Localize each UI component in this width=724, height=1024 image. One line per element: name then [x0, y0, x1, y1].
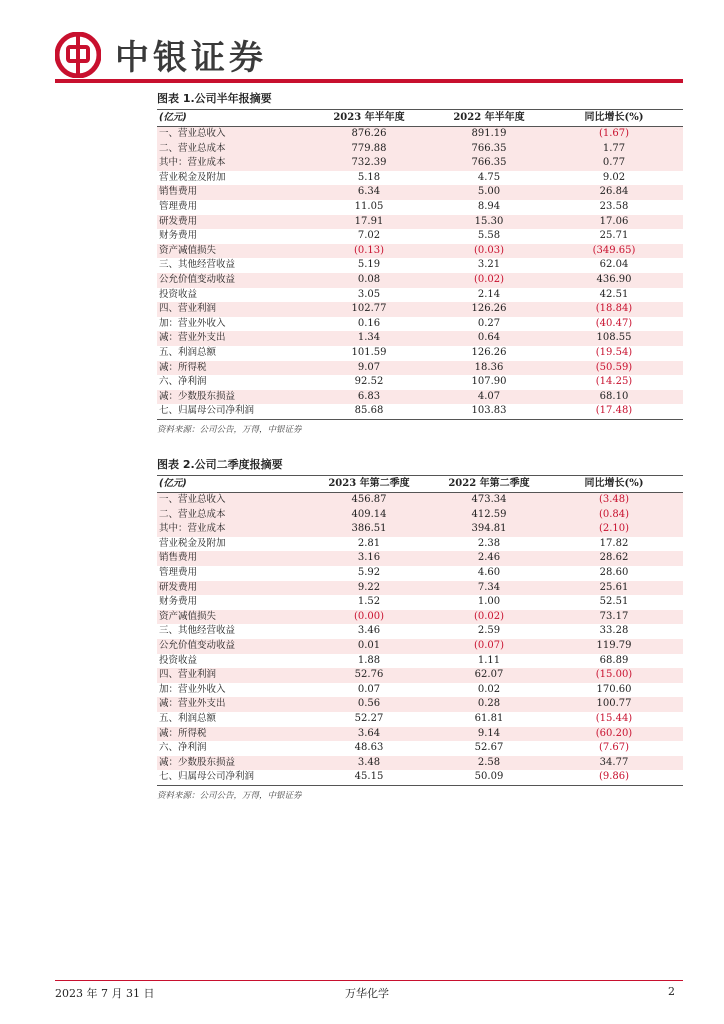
table-row [157, 200, 683, 215]
table-cell: (0.02) [473, 610, 505, 622]
table-cell: 7.34 [477, 581, 501, 593]
footer-rule [55, 980, 683, 981]
table-cell: (0.00) [353, 610, 385, 622]
table-cell: (0.84) [598, 508, 630, 520]
row-label: 研发费用 [159, 581, 198, 593]
bank-of-china-logo-icon [55, 32, 101, 78]
table-cell: 386.51 [351, 523, 387, 535]
table-cell: 6.83 [357, 390, 381, 402]
table-cell: 876.26 [351, 128, 387, 139]
table-cell: 1.52 [357, 596, 381, 608]
row-label: 销售费用 [159, 552, 198, 564]
table-cell: 0.56 [357, 698, 381, 710]
table-row [157, 551, 683, 566]
table-cell: 9.02 [602, 171, 626, 183]
unit-label: (亿元) [159, 478, 187, 489]
table-cell: 92.52 [354, 376, 384, 388]
table-row [157, 390, 683, 405]
row-label: 公允价值变动收益 [159, 273, 236, 285]
table-cell: (349.65) [592, 244, 636, 256]
table-cell: 126.26 [471, 303, 507, 315]
table-row [157, 522, 683, 537]
table-row [157, 493, 683, 508]
table-cell: 5.18 [357, 171, 381, 183]
unit-label: (亿元) [159, 112, 187, 123]
table-cell: (19.54) [595, 346, 633, 358]
table-cell: 1.34 [357, 332, 381, 344]
source-note: 资料来源：公司公告，万得，中银证券 [157, 424, 302, 435]
table-cell: 0.27 [477, 317, 501, 329]
row-label: 五、利润总额 [159, 346, 217, 358]
table-cell: 0.08 [357, 273, 381, 285]
table-cell: 2.38 [477, 537, 501, 549]
table-cell: 1.88 [357, 654, 381, 666]
table-cell: 68.10 [599, 390, 629, 402]
source-note: 资料来源：公司公告，万得，中银证券 [157, 790, 302, 801]
column-header: 2022 年第二季度 [448, 478, 530, 489]
table-cell: 5.92 [357, 566, 381, 578]
table-row [157, 317, 683, 332]
row-label: 三、其他经营收益 [159, 259, 236, 271]
figure-title: 图表 2.公司二季度报摘要 [157, 458, 283, 471]
table-row [157, 331, 683, 346]
table-row [157, 127, 683, 142]
table-cell: 17.91 [354, 215, 384, 227]
row-label: 一、营业总收入 [159, 494, 226, 505]
table-row [157, 770, 683, 785]
table-cell: 18.36 [474, 361, 504, 373]
row-label: 营业税金及附加 [159, 537, 226, 549]
table-cell: 107.90 [471, 376, 507, 388]
table-cell: 52.67 [474, 742, 504, 754]
table-cell: 28.62 [599, 552, 629, 564]
table-row [157, 273, 683, 288]
row-label: 四、营业利润 [159, 303, 217, 315]
row-label: 减：少数股东损益 [159, 756, 236, 768]
table-cell: 3.05 [357, 288, 381, 300]
table-row [157, 288, 683, 303]
table-cell: 42.51 [599, 288, 629, 300]
row-label: 减：所得税 [159, 361, 207, 373]
table-cell: (7.67) [598, 742, 630, 754]
table-cell: 52.76 [354, 669, 384, 681]
table-row [157, 185, 683, 200]
footer-company: 万华化学 [345, 987, 389, 1000]
table-header [157, 110, 683, 127]
table-cell: (15.00) [595, 669, 633, 681]
table-cell: 5.00 [477, 186, 501, 198]
table-cell: 0.02 [477, 683, 501, 695]
row-label: 资产减值损失 [159, 244, 217, 256]
table-cell: 34.77 [599, 756, 629, 768]
row-label: 营业税金及附加 [159, 171, 226, 183]
table-cell: 4.07 [477, 390, 501, 402]
table-cell: 766.35 [471, 142, 507, 154]
table-row [157, 537, 683, 552]
table-cell: 170.60 [596, 683, 632, 695]
row-label: 减：营业外支出 [159, 698, 226, 710]
table-cell: 8.94 [477, 200, 501, 212]
table-cell: 45.15 [354, 771, 384, 783]
row-label: 减：营业外支出 [159, 332, 226, 344]
table-row [157, 508, 683, 523]
table-row [157, 346, 683, 361]
table-cell: 409.14 [351, 508, 387, 520]
table-cell: 3.21 [477, 259, 501, 271]
table-cell: 2.59 [477, 625, 501, 637]
row-label: 投资收益 [159, 654, 198, 666]
table-cell: 779.88 [351, 142, 387, 154]
table-row [157, 404, 683, 419]
table-cell: 732.39 [351, 157, 387, 169]
row-label: 投资收益 [159, 288, 198, 300]
brand-name: 中银证券 [115, 38, 267, 78]
table-bottom-rule [157, 419, 683, 420]
row-label: 一、营业总收入 [159, 128, 226, 139]
table-cell: 0.01 [357, 639, 381, 651]
table-row [157, 683, 683, 698]
table-cell: 2.46 [477, 552, 501, 564]
table-cell: 26.84 [599, 186, 629, 198]
column-header: 2023 年第二季度 [328, 478, 410, 489]
table-cell: 766.35 [471, 157, 507, 169]
row-label: 加：营业外收入 [159, 317, 226, 329]
table-cell: (0.02) [473, 273, 505, 285]
table-cell: 9.14 [477, 727, 501, 739]
table-cell: 119.79 [596, 639, 632, 651]
table-cell: 394.81 [471, 523, 507, 535]
table-cell: 100.77 [596, 698, 632, 710]
table-row [157, 142, 683, 157]
table-cell: (14.25) [595, 376, 633, 388]
table-cell: 126.26 [471, 346, 507, 358]
table-cell: 62.07 [474, 669, 504, 681]
table-cell: (3.48) [598, 494, 630, 505]
table-cell: 436.90 [596, 273, 632, 285]
row-label: 销售费用 [159, 186, 198, 198]
table-cell: 456.87 [351, 494, 387, 505]
table-row [157, 610, 683, 625]
table-cell: 1.11 [477, 654, 501, 666]
table-row [157, 712, 683, 727]
table-cell: 0.28 [477, 698, 501, 710]
table-cell: 0.77 [602, 157, 626, 169]
table-row [157, 302, 683, 317]
table-cell: 3.16 [357, 552, 381, 564]
table-cell: 2.14 [477, 288, 501, 300]
row-label: 四、营业利润 [159, 669, 217, 681]
footer-date: 2023 年 7 月 31 日 [55, 987, 155, 1000]
table-row [157, 624, 683, 639]
row-label: 二、营业总成本 [159, 142, 226, 154]
table-cell: (60.20) [595, 727, 633, 739]
table-cell: 1.77 [602, 142, 626, 154]
table-cell: 62.04 [599, 259, 629, 271]
table-row [157, 156, 683, 171]
table-row [157, 258, 683, 273]
table-row [157, 361, 683, 376]
row-label: 其中：营业成本 [159, 157, 226, 169]
table-cell: 108.55 [596, 332, 632, 344]
table-cell: (2.10) [598, 523, 630, 535]
row-label: 五、利润总额 [159, 712, 217, 724]
table-cell: 9.07 [357, 361, 381, 373]
column-header: 2023 年半年度 [333, 112, 405, 123]
table-cell: 1.00 [477, 596, 501, 608]
table-cell: 17.06 [599, 215, 629, 227]
table-row [157, 215, 683, 230]
table-cell: 5.19 [357, 259, 381, 271]
table-cell: 3.64 [357, 727, 381, 739]
table-cell: 2.81 [357, 537, 381, 549]
table-cell: 3.48 [357, 756, 381, 768]
table-cell: 412.59 [471, 508, 507, 520]
table-cell: 15.30 [474, 215, 504, 227]
table-cell: 891.19 [471, 128, 507, 139]
row-label: 六、净利润 [159, 742, 207, 754]
table-row [157, 375, 683, 390]
column-header: 同比增长(%) [584, 478, 644, 489]
table-cell: 52.27 [354, 712, 384, 724]
table-cell: (40.47) [595, 317, 633, 329]
table-cell: (9.86) [598, 771, 630, 783]
table-cell: 25.61 [599, 581, 629, 593]
row-label: 资产减值损失 [159, 610, 217, 622]
table-cell: 50.09 [474, 771, 504, 783]
table-cell: 4.75 [477, 171, 501, 183]
table-cell: 85.68 [354, 405, 384, 417]
table-cell: (15.44) [595, 712, 633, 724]
row-label: 管理费用 [159, 566, 198, 578]
table-cell: 0.07 [357, 683, 381, 695]
table-cell: 103.83 [471, 405, 507, 417]
row-label: 七、归属母公司净利润 [159, 771, 255, 783]
table-cell: 73.17 [599, 610, 629, 622]
table-cell: 7.02 [357, 230, 381, 242]
row-label: 六、净利润 [159, 376, 207, 388]
table-cell: 48.63 [354, 742, 384, 754]
table-cell: 3.46 [357, 625, 381, 637]
table-cell: 2.58 [477, 756, 501, 768]
table-row [157, 639, 683, 654]
table-cell: 0.64 [477, 332, 501, 344]
table-cell: (0.03) [473, 244, 505, 256]
column-header: 2022 年半年度 [453, 112, 525, 123]
table-row [157, 668, 683, 683]
table-cell: 23.58 [599, 200, 629, 212]
table-cell: (1.67) [598, 128, 630, 139]
row-label: 其中：营业成本 [159, 523, 226, 535]
row-label: 三、其他经营收益 [159, 625, 236, 637]
figure-half-year-summary [157, 91, 683, 435]
row-label: 减：所得税 [159, 727, 207, 739]
row-label: 研发费用 [159, 215, 198, 227]
table-row [157, 697, 683, 712]
table-row [157, 654, 683, 669]
table-cell: 101.59 [351, 346, 387, 358]
table-row [157, 229, 683, 244]
row-label: 减：少数股东损益 [159, 390, 236, 402]
table-row [157, 171, 683, 186]
table-cell: (0.13) [353, 244, 385, 256]
table-cell: 52.51 [599, 596, 629, 608]
table-row [157, 756, 683, 771]
table-cell: (0.07) [473, 639, 505, 651]
table-cell: 68.89 [599, 654, 629, 666]
table-cell: 102.77 [351, 303, 387, 315]
table-cell: 6.34 [357, 186, 381, 198]
row-label: 加：营业外收入 [159, 683, 226, 695]
table-cell: 17.82 [599, 537, 629, 549]
table-cell: (18.84) [595, 303, 633, 315]
table-bottom-rule [157, 785, 683, 786]
table-row [157, 581, 683, 596]
table-cell: 25.71 [599, 230, 629, 242]
row-label: 二、营业总成本 [159, 508, 226, 520]
table-cell: 11.05 [354, 200, 384, 212]
figure-q2-summary [157, 457, 683, 801]
row-label: 财务费用 [159, 230, 198, 242]
figure-title: 图表 1.公司半年报摘要 [157, 92, 272, 105]
table-cell: 0.16 [357, 317, 381, 329]
footer-page-number: 2 [668, 985, 675, 998]
column-header: 同比增长(%) [584, 112, 644, 123]
table-cell: 9.22 [357, 581, 381, 593]
table-cell: 4.60 [477, 566, 501, 578]
table-row [157, 566, 683, 581]
row-label: 公允价值变动收益 [159, 639, 236, 651]
table-cell: 473.34 [471, 494, 507, 505]
page-header [55, 22, 685, 84]
table-row [157, 595, 683, 610]
table-cell: (17.48) [595, 405, 633, 417]
table-cell: 28.60 [599, 566, 629, 578]
table-row [157, 741, 683, 756]
table-cell: 5.58 [477, 230, 501, 242]
row-label: 管理费用 [159, 200, 198, 212]
table-row [157, 244, 683, 259]
table-row [157, 727, 683, 742]
row-label: 七、归属母公司净利润 [159, 405, 255, 417]
table-cell: 61.81 [474, 712, 504, 724]
table-cell: 33.28 [599, 625, 629, 637]
row-label: 财务费用 [159, 596, 198, 608]
header-rule [55, 79, 683, 83]
table-header [157, 476, 683, 493]
table-cell: (50.59) [595, 361, 633, 373]
